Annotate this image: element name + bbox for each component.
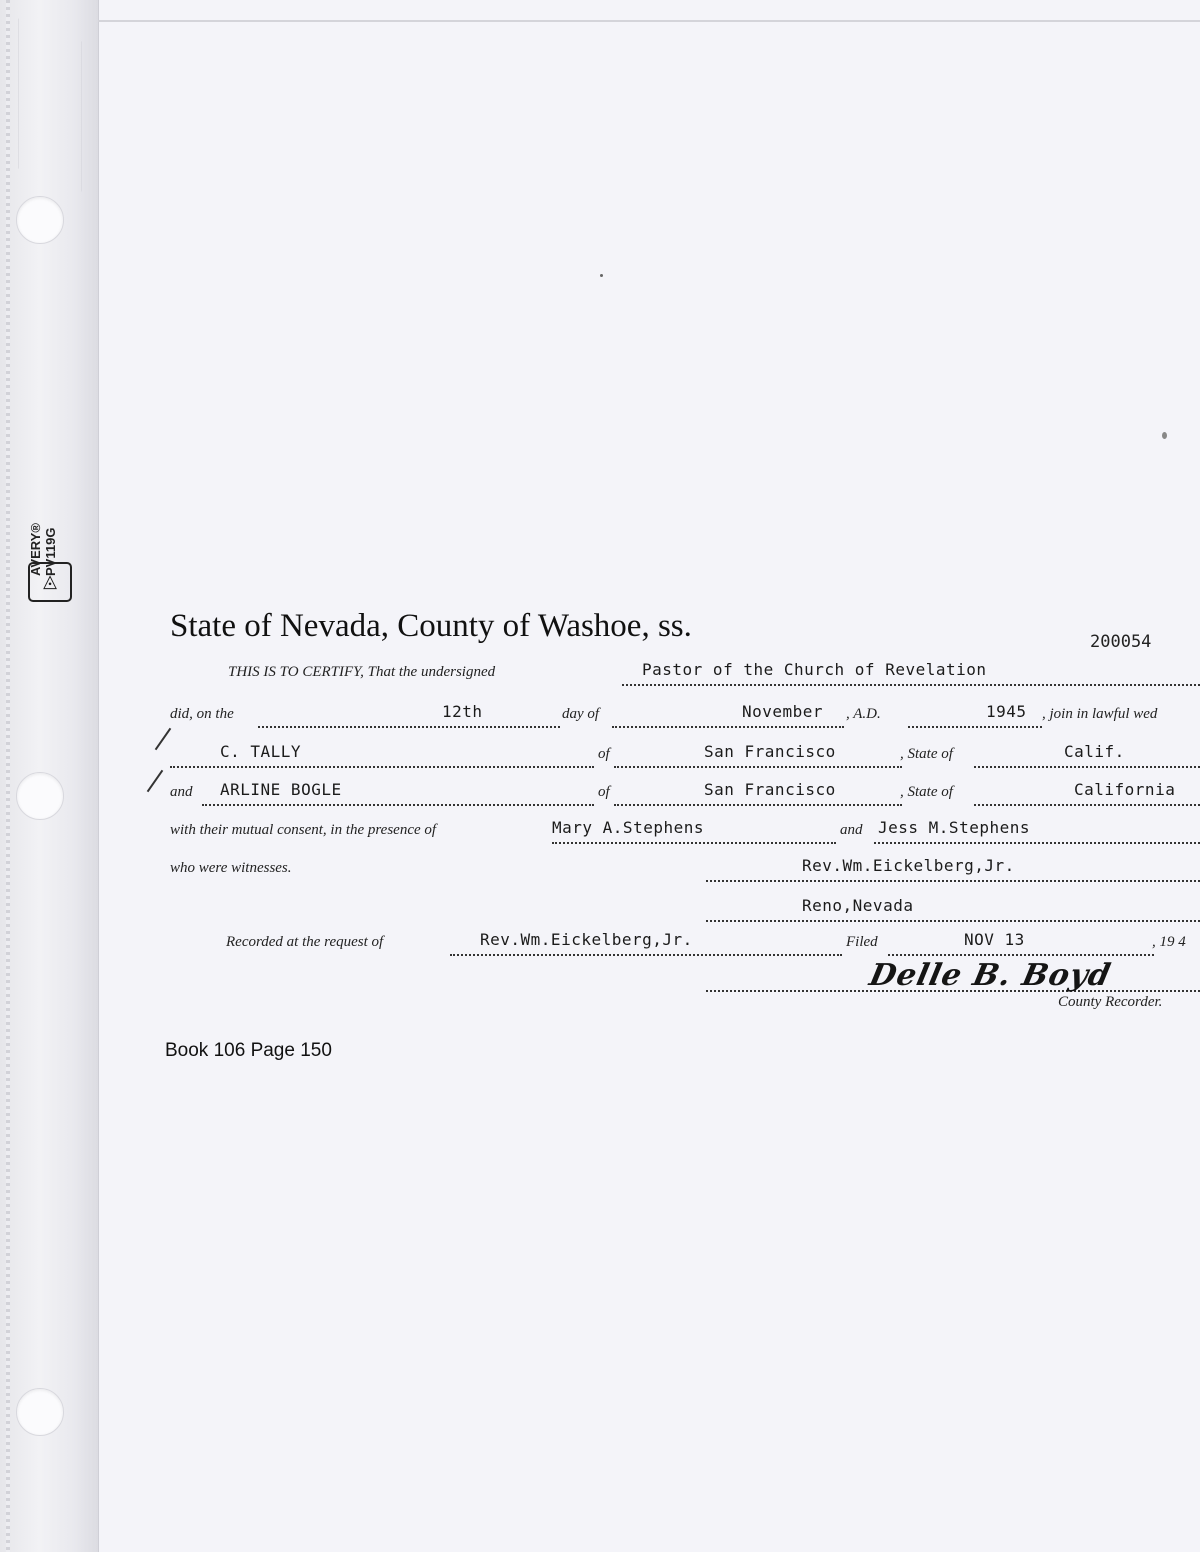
bride-line: [0, 780, 1200, 808]
witness2-name: Jess M.Stephens: [878, 818, 1030, 837]
location-field: [706, 896, 1200, 922]
document-title: State of Nevada, County of Washoe, ss.: [170, 608, 692, 644]
brand-name: AVERY®: [28, 523, 43, 576]
brand-model: PV119G: [43, 527, 58, 576]
day-value: 12th: [442, 702, 483, 721]
witness1-name: Mary A.Stephens: [552, 818, 704, 837]
bride-field: [202, 780, 594, 806]
certify-label: THIS IS TO CERTIFY, That the undersigned: [228, 664, 496, 680]
requester-name: Rev.Wm.Eickelberg,Jr.: [480, 930, 693, 949]
officiant-signature-field: [706, 856, 1200, 882]
groom-city-field: [614, 742, 902, 768]
groom-line: [0, 742, 1200, 770]
recorded-line: [0, 930, 1200, 958]
witness-line: [0, 818, 1200, 846]
groom-of-label: of: [598, 746, 610, 762]
bride-city-field: [614, 780, 902, 806]
join-label: , join in lawful wed: [1042, 706, 1158, 722]
officiant-line: [0, 856, 1200, 884]
witness1-field: [552, 818, 836, 844]
filed-label: Filed: [846, 934, 878, 950]
year-value: 1945: [986, 702, 1027, 721]
groom-state-of-label: , State of: [900, 746, 953, 762]
location-line: [0, 896, 1200, 924]
recorded-label: Recorded at the request of: [226, 934, 384, 950]
filed-date: NOV 13: [964, 930, 1025, 949]
avery-logo-icon: ◬: [28, 562, 72, 602]
groom-name: C. TALLY: [220, 742, 302, 761]
book-page-reference: Book 106 Page 150: [165, 1040, 332, 1061]
year-prefix: , 19 4: [1152, 934, 1186, 950]
bride-of-label: of: [598, 784, 610, 800]
paper-speck: [600, 274, 603, 277]
and-label: and: [170, 784, 193, 800]
month-field: [612, 702, 844, 728]
paper-speck: [1162, 432, 1167, 439]
date-line: [0, 702, 1200, 730]
groom-field: [170, 742, 594, 768]
witness2-field: [874, 818, 1200, 844]
did-on-the-label: did, on the: [170, 706, 234, 722]
recorder-label-row: [0, 994, 1200, 1018]
witnesses-label: who were witnesses.: [170, 860, 292, 876]
officiant-title-value: Pastor of the Church of Revelation: [642, 660, 987, 679]
certify-line: [0, 660, 1200, 688]
bride-state: California: [1074, 780, 1176, 799]
ad-label: , A.D.: [846, 706, 881, 722]
filed-date-field: [888, 930, 1154, 956]
mutual-consent-label: with their mutual consent, in the presence of: [170, 822, 437, 838]
day-field: [258, 702, 560, 728]
bride-city: San Francisco: [704, 780, 836, 799]
bride-state-field: [974, 780, 1200, 806]
officiant-name: Rev.Wm.Eickelberg,Jr.: [802, 856, 1015, 875]
bride-name: ARLINE BOGLE: [220, 780, 342, 799]
county-recorder-label: County Recorder.: [1058, 994, 1163, 1010]
bride-state-of-label: , State of: [900, 784, 953, 800]
groom-state: Calif.: [1064, 742, 1125, 761]
groom-city: San Francisco: [704, 742, 836, 761]
witness-and-label: and: [840, 822, 863, 838]
day-of-label: day of: [562, 706, 600, 722]
requester-field: [450, 930, 842, 956]
recorder-signature: Delle B. Boyd: [866, 958, 1115, 993]
document-number: 200054: [1090, 632, 1152, 652]
year-field: [908, 702, 1042, 728]
month-value: November: [742, 702, 824, 721]
location-value: Reno,Nevada: [802, 896, 914, 915]
groom-state-field: [974, 742, 1200, 768]
officiant-title-field: [622, 660, 1200, 686]
